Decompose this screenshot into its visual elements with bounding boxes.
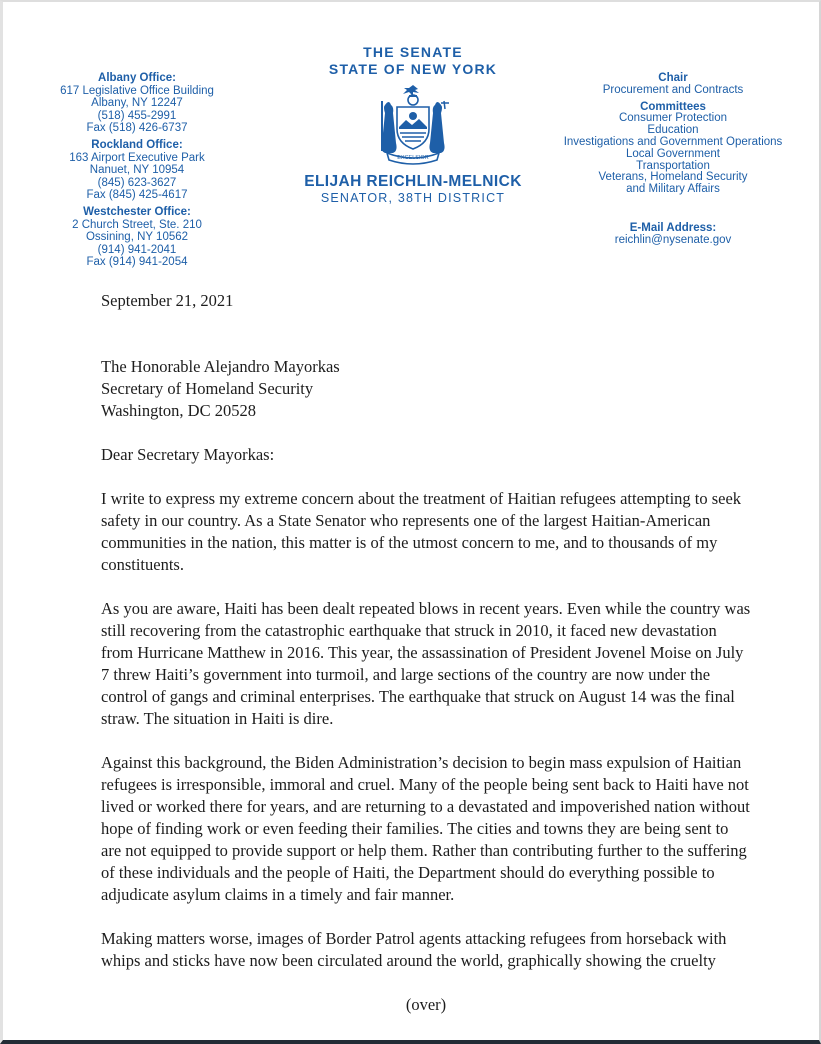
chair-label: Chair (658, 72, 688, 84)
office-line: 617 Legislative Office Building (60, 84, 214, 97)
office-name: Rockland Office: (91, 138, 183, 151)
westchester-office (11, 206, 263, 269)
office-name: Albany Office: (98, 72, 176, 84)
office-line: Fax (518) 426-6737 (86, 122, 188, 135)
committee-item: Transportation (636, 159, 710, 172)
committee-item: Veterans, Homeland Security (598, 171, 748, 184)
office-line: 163 Airport Executive Park (69, 151, 205, 164)
office-line: Nanuet, NY 10954 (89, 164, 185, 177)
recipient-address (101, 356, 751, 422)
senator-district: SENATOR, 38TH DISTRICT (320, 191, 506, 205)
rockland-office (11, 139, 263, 202)
recipient-line: Washington, DC 20528 (101, 401, 256, 420)
office-line: Fax (845) 425-4617 (86, 189, 188, 202)
office-line: (914) 941-2041 (97, 243, 177, 256)
committee-assignments (531, 68, 815, 247)
office-line: Albany, NY 12247 (91, 97, 183, 110)
office-line: (845) 623-3627 (97, 176, 177, 189)
senator-name: ELIJAH REICHLIN-MELNICK (304, 173, 522, 190)
committee-item: Education (647, 124, 699, 137)
paragraph-3: Against this background, the Biden Administration’s decision to begin mass expulsion of Haitian refugees is irresponsible, immoral and cruel. Many of the people being sent back to Haiti have not lived or worked there for years, and are returning to a devastated and impoverished nation without hope of finding work or even feeding their families. The cities and towns they are being sent to are not equipped to provide support or help them. Rather than contributing further to the suffering of these individuals and the people of Haiti, the Department should do everything possible to adjudicate asylum claims in a timely and fair manner. (101, 753, 750, 904)
letterhead-center (281, 44, 545, 206)
office-line: (518) 455-2991 (97, 109, 177, 122)
email-address: reichlin@nysenate.gov (614, 233, 732, 246)
committees-label: Committees (640, 100, 706, 113)
office-line: Ossining, NY 10562 (85, 231, 189, 244)
committee-item: Investigations and Government Operations (563, 135, 783, 148)
ny-state-seal (361, 83, 465, 169)
eagle-icon (403, 85, 419, 96)
paragraph-4: Making matters worse, images of Border Patrol agents attacking refugees from horseback with whips and sticks have now been circulated around the world, graphically showing the cruelty (101, 929, 727, 970)
chair-value: Procurement and Contracts (602, 83, 744, 96)
letter-body (101, 290, 751, 1016)
albany-office (11, 72, 263, 135)
page-footer-over: (over) (405, 995, 447, 1014)
senate-title: THE SENATE (363, 44, 463, 60)
committee-item: and Military Affairs (626, 183, 720, 196)
committee-item: Consumer Protection (618, 112, 728, 125)
email-label: E-Mail Address: (629, 221, 717, 234)
paragraph-2: As you are aware, Haiti has been dealt repeated blows in recent years. Even while the country was still recovering from the catastrophic earthquake that struck in 2010, it faced new devastation from Hurricane Matthew in 2016. This year, the assassination of President Jovenel Moise on July 7 threw Haiti’s government into turmoil, and large sections of the country are now under the control of gangs and criminal enterprises. The earthquake that struck on August 14 was the final straw. The situation in Haiti is dire. (101, 599, 751, 728)
recipient-line: The Honorable Alejandro Mayorkas (101, 357, 340, 376)
district-offices (11, 68, 263, 273)
letter-date: September 21, 2021 (101, 291, 234, 310)
office-name: Westchester Office: (83, 205, 191, 218)
office-line: 2 Church Street, Ste. 210 (72, 218, 202, 231)
email-block (531, 223, 815, 247)
state-title: STATE OF NEW YORK (328, 61, 498, 77)
salutation: Dear Secretary Mayorkas: (101, 445, 275, 464)
paragraph-1: I write to express my extreme concern about the treatment of Haitian refugees attempting to seek safety in our country. As a State Senator who represents one of the largest Haitian-American communities in the nation, this matter is of the utmost concern to me, and to thousands of my constituents. (101, 489, 742, 574)
recipient-line: Secretary of Homeland Security (101, 379, 314, 398)
office-line: Fax (914) 941-2054 (86, 256, 188, 269)
committee-item: Local Government (626, 147, 720, 160)
seal-motto: EXCELSIOR (397, 155, 429, 161)
